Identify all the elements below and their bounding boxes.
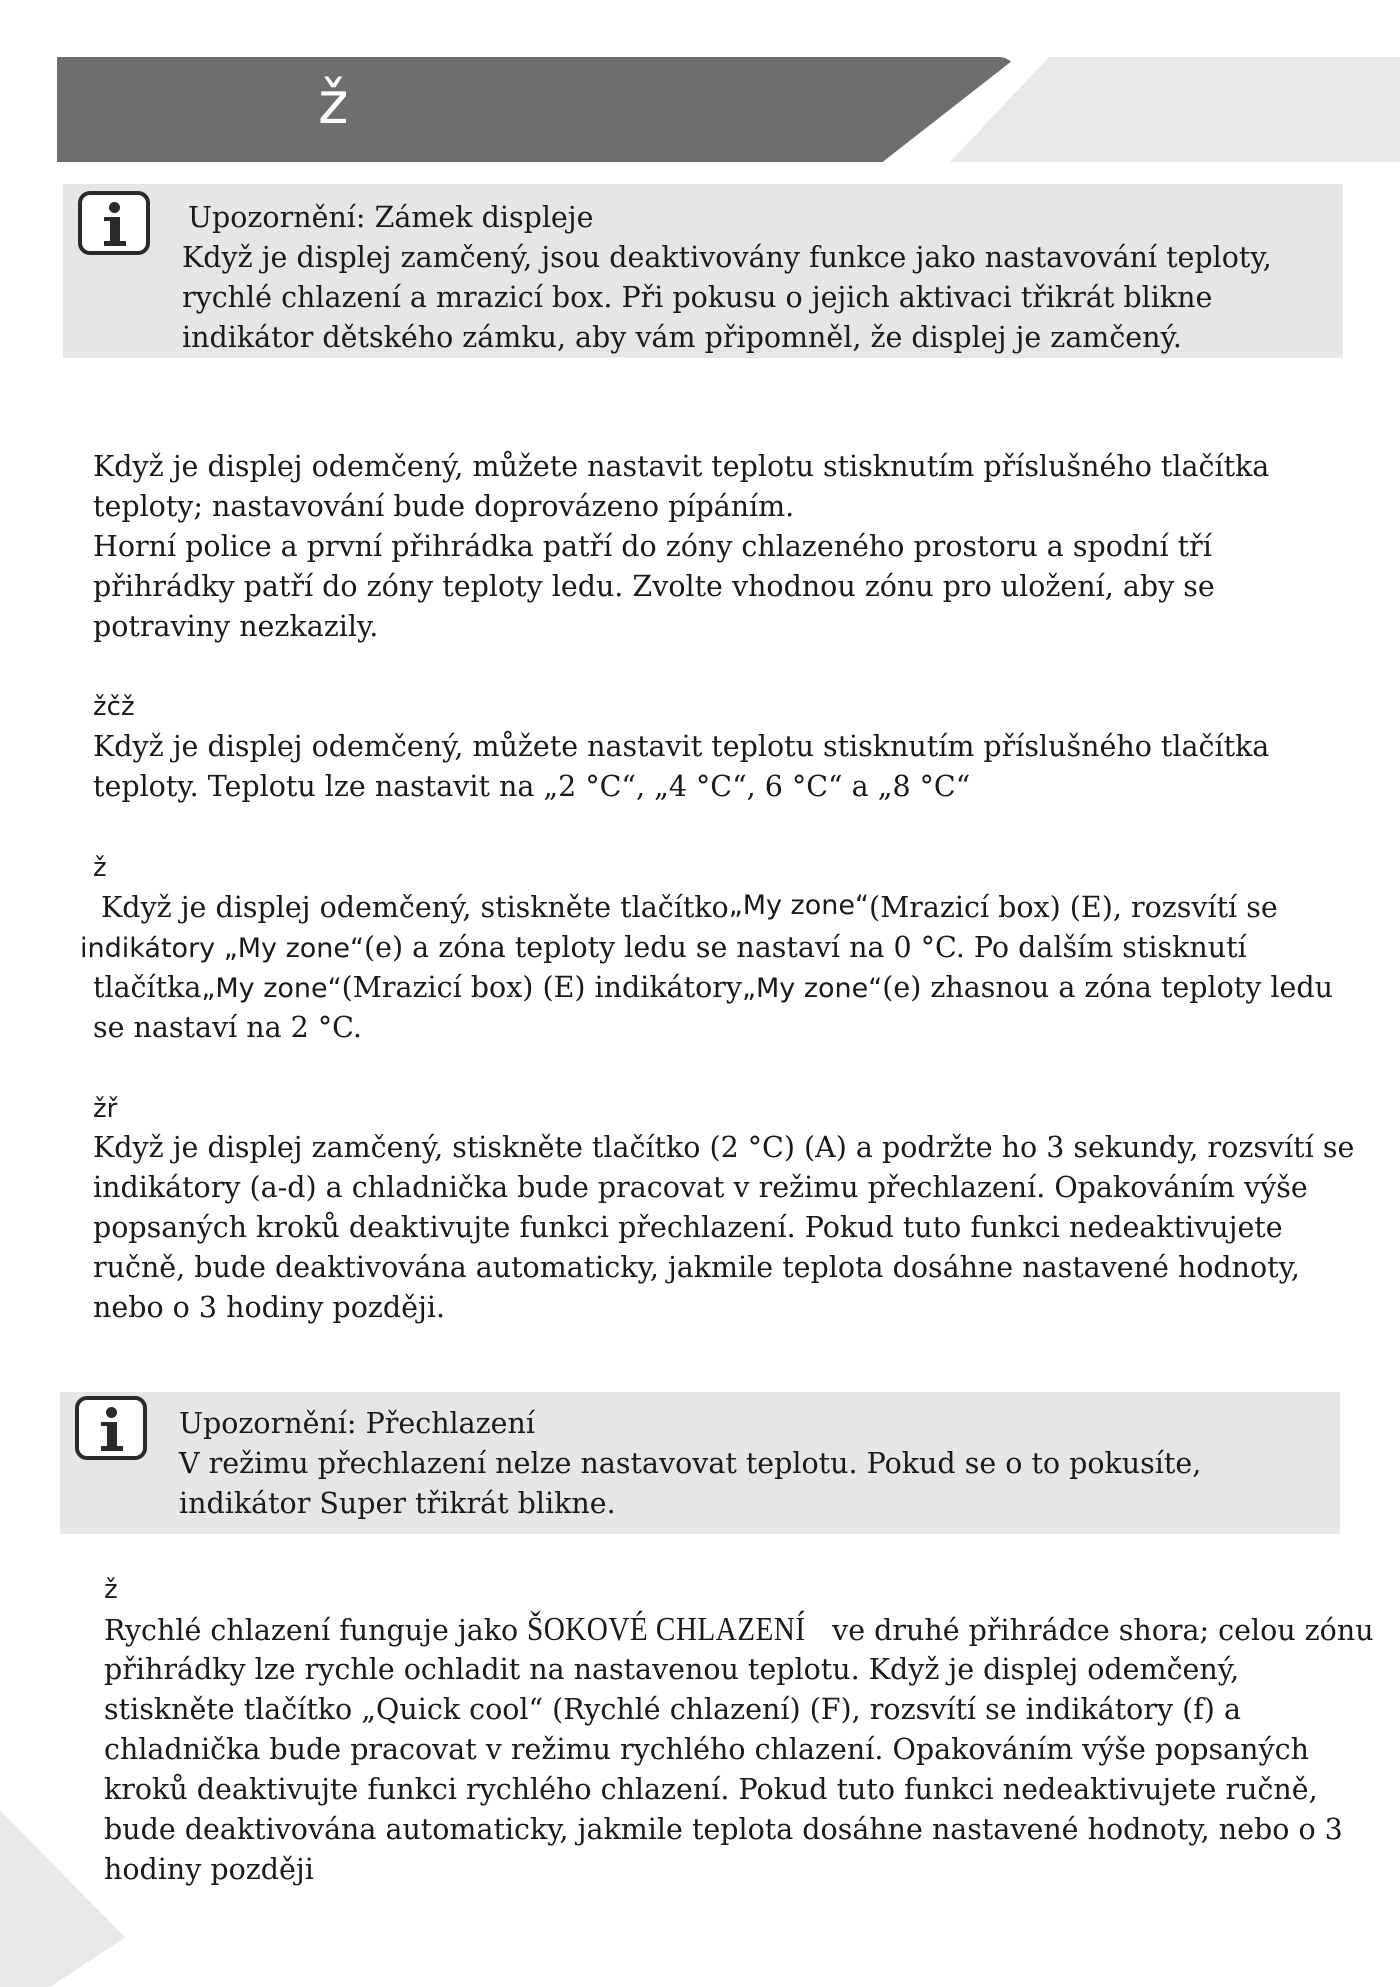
paragraph-line: hodiny později — [104, 1853, 314, 1886]
text-run: ve druhé přihrádce shora; celou zónu — [832, 1614, 1374, 1647]
text-run: tlačítka — [93, 971, 202, 1004]
paragraph-line — [93, 968, 1333, 1009]
text-run: Když je displej odemčený, stiskněte tlačítko — [101, 891, 729, 924]
paragraph-line: chladnička bude pracovat v režimu rychlého chlazení. Opakováním výše popsaných — [104, 1733, 1309, 1766]
note-line: Když je displej zamčený, jsou deaktivovány funkce jako nastavování teploty, — [182, 241, 1272, 274]
paragraph-line: potraviny nezkazily. — [93, 610, 379, 643]
paragraph-line: bude deaktivována automaticky, jakmile teplota dosáhne nastavené hodnoty, nebo o 3 — [104, 1813, 1343, 1846]
section-heading-quick-cool: ž — [104, 1575, 118, 1605]
my-zone-label: indikátory „My zone“ — [80, 933, 364, 964]
shock-cooling-label: ŠOKOVÉ CHLAZENÍ — [527, 1611, 806, 1648]
header-bar — [57, 57, 1017, 162]
section-heading-temperature: žčž — [93, 692, 135, 722]
paragraph-line: Když je displej zamčený, stiskněte tlačítko (2 °C) (A) a podržte ho 3 sekundy, rozsvítí se — [93, 1131, 1355, 1164]
paragraph-line: se nastaví na 2 °C. — [93, 1011, 362, 1044]
paragraph-line: stiskněte tlačítko „Quick cool“ (Rychlé chlazení) (F), rozsvítí se indikátory (f) a — [104, 1693, 1241, 1726]
text-run: (Mrazicí box) (E) indikátory — [341, 971, 742, 1004]
paragraph-line: Když je displej odemčený, můžete nastavit teplotu stisknutím příslušného tlačítka — [93, 450, 1270, 483]
paragraph-line: popsaných kroků deaktivujte funkci přechlazení. Pokud tuto funkci nedeaktivujete — [93, 1211, 1283, 1244]
note-title: Upozornění: Přechlazení — [179, 1407, 536, 1440]
text-run: (Mrazicí box) (E), rozsvítí se — [868, 891, 1278, 924]
header-tab-decoration — [950, 57, 1400, 162]
info-icon — [78, 191, 150, 255]
text-run: Rychlé chlazení funguje jako — [104, 1614, 519, 1647]
paragraph-line: přihrádky patří do zóny teploty ledu. Zvolte vhodnou zónu pro uložení, aby se — [93, 570, 1215, 603]
paragraph-line: nebo o 3 hodiny později. — [93, 1291, 446, 1324]
page-title: ž — [318, 69, 349, 137]
paragraph-line: indikátory (a-d) a chladnička bude pracovat v režimu přechlazení. Opakováním výše — [93, 1171, 1308, 1204]
paragraph-line: přihrádky lze rychle ochladit na nastavenou teplotu. Když je displej odemčený, — [104, 1653, 1240, 1686]
paragraph-line — [101, 888, 1278, 929]
my-zone-label: „My zone“ — [741, 973, 883, 1004]
paragraph-line: Když je displej odemčený, můžete nastavit teplotu stisknutím příslušného tlačítka — [93, 730, 1270, 763]
paragraph-line — [80, 928, 1247, 969]
my-zone-label: „My zone“ — [728, 890, 869, 921]
paragraph-line: kroků deaktivujte funkci rychlého chlazení. Pokud tuto funkci nedeaktivujete ručně, — [104, 1773, 1318, 1806]
paragraph-line: teploty. Teplotu lze nastavit na „2 °C“, „4 °C“, 6 °C“ a „8 °C“ — [93, 770, 971, 803]
info-icon — [75, 1396, 147, 1460]
my-zone-label: „My zone“ — [201, 973, 342, 1004]
note-line: rychlé chlazení a mrazicí box. Při pokusu o jejich aktivaci třikrát blikne — [182, 281, 1213, 314]
paragraph-line: ručně, bude deaktivována automaticky, jakmile teplota dosáhne nastavené hodnoty, — [93, 1251, 1300, 1284]
note-line: indikátor dětského zámku, aby vám připomněl, že displej je zamčený. — [182, 321, 1182, 354]
note-line: V režimu přechlazení nelze nastavovat teplotu. Pokud se o to pokusíte, — [179, 1447, 1202, 1480]
paragraph-line: teploty; nastavování bude doprovázeno pípáním. — [93, 490, 795, 523]
text-run: (e) a zóna teploty ledu se nastaví na 0 °C. Po dalším stisknutí — [363, 931, 1247, 964]
note-line: indikátor Super třikrát blikne. — [179, 1487, 616, 1520]
note-title: Upozornění: Zámek displeje — [188, 201, 594, 234]
paragraph-line — [104, 1610, 1374, 1651]
paragraph-line: Horní police a první přihrádka patří do zóny chlazeného prostoru a spodní tří — [93, 530, 1212, 563]
text-run: (e) zhasnou a zóna teploty ledu — [882, 971, 1333, 1004]
section-heading-super: žř — [93, 1094, 118, 1124]
section-heading-my-zone: ž — [93, 853, 107, 883]
